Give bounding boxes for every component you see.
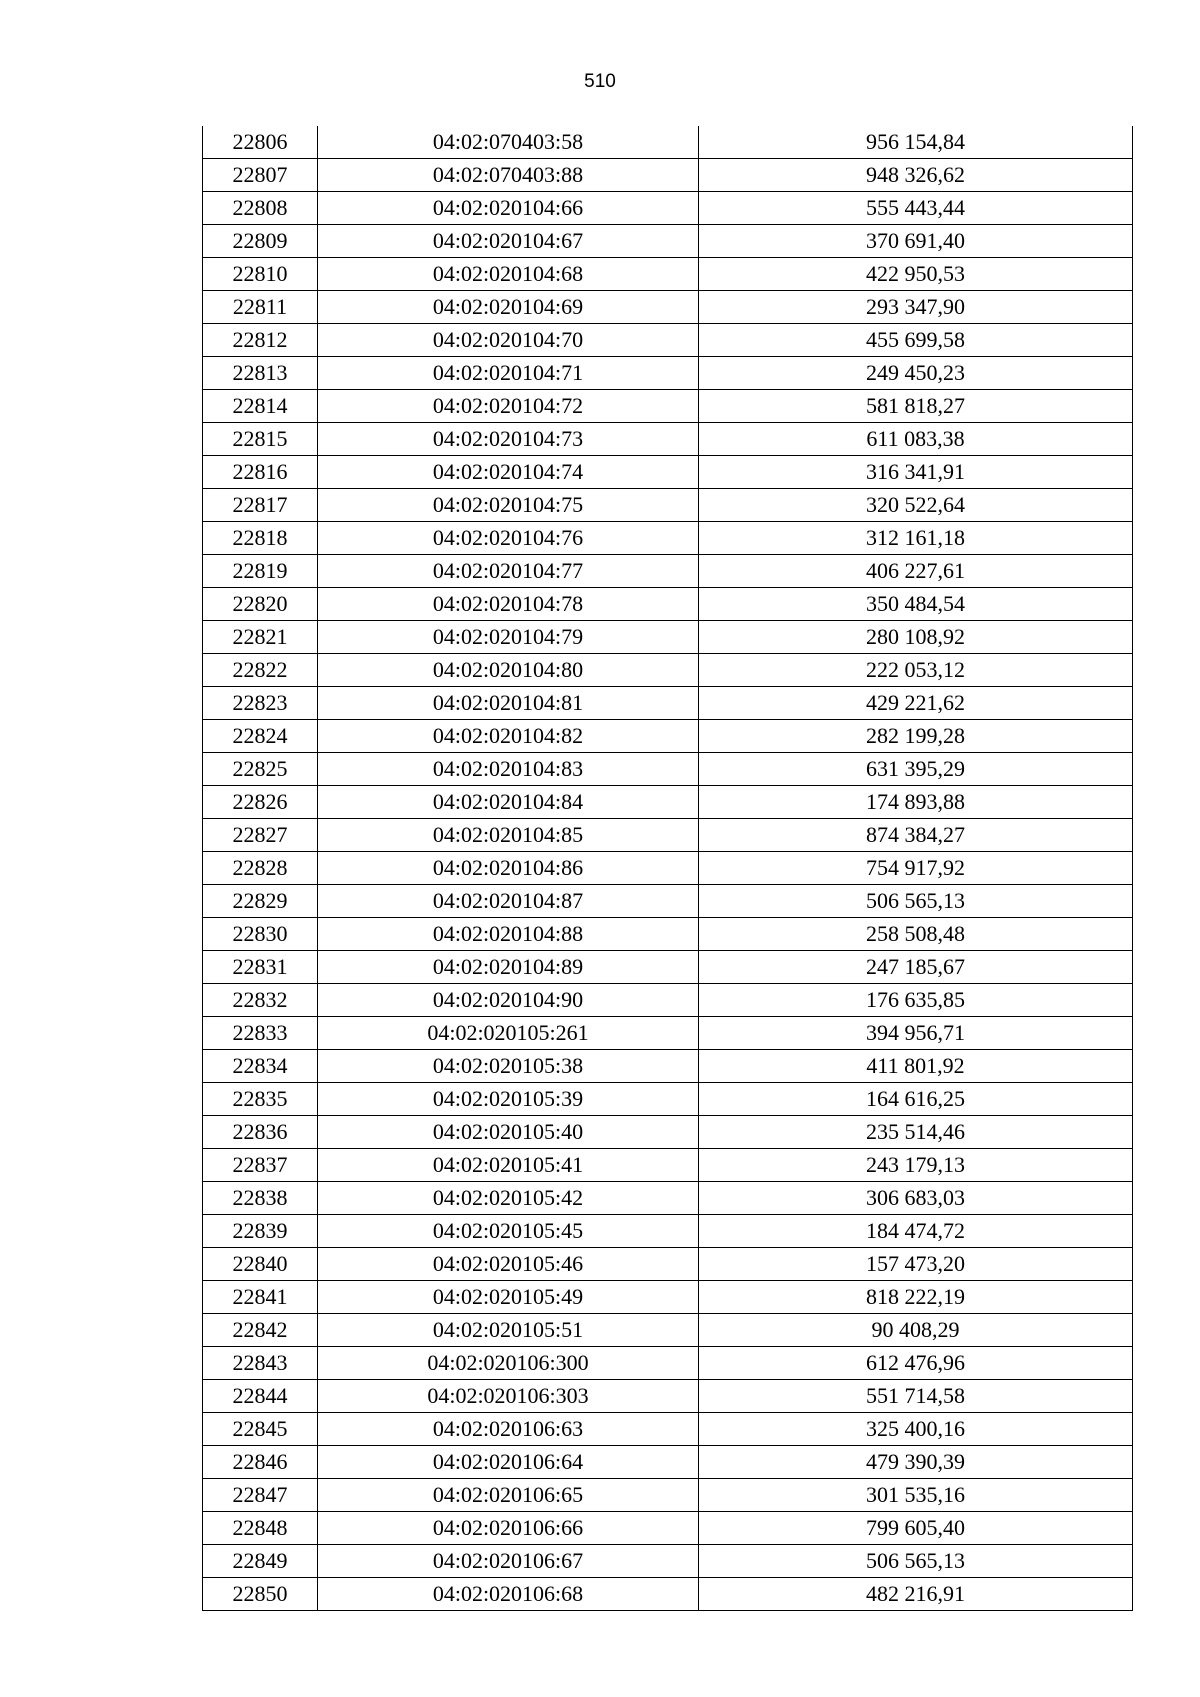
cadastral-number-cell: 04:02:020105:41 [318, 1149, 699, 1182]
row-number-cell: 22827 [203, 819, 318, 852]
table-row [203, 489, 1133, 522]
cadastral-value-cell: 312 161,18 [699, 522, 1133, 555]
cadastral-value-cell: 874 384,27 [699, 819, 1133, 852]
row-number-cell: 22807 [203, 159, 318, 192]
cadastral-value-cell: 411 801,92 [699, 1050, 1133, 1083]
cadastral-number-cell: 04:02:020104:90 [318, 984, 699, 1017]
cadastral-value-cell: 956 154,84 [699, 126, 1133, 159]
row-number-cell: 22806 [203, 126, 318, 159]
cadastral-number-cell: 04:02:020105:42 [318, 1182, 699, 1215]
cadastral-value-cell: 320 522,64 [699, 489, 1133, 522]
row-number-cell: 22836 [203, 1116, 318, 1149]
table-row [203, 720, 1133, 753]
cadastral-value-cell: 818 222,19 [699, 1281, 1133, 1314]
cadastral-value-cell: 90 408,29 [699, 1314, 1133, 1347]
cadastral-value-cell: 479 390,39 [699, 1446, 1133, 1479]
cadastral-value-cell: 176 635,85 [699, 984, 1133, 1017]
table-row [203, 1149, 1133, 1182]
table-row [203, 456, 1133, 489]
table-row [203, 258, 1133, 291]
table-row [203, 918, 1133, 951]
table-row [203, 1512, 1133, 1545]
cadastral-value-cell: 293 347,90 [699, 291, 1133, 324]
cadastral-number-cell: 04:02:020106:303 [318, 1380, 699, 1413]
cadastral-number-cell: 04:02:020104:83 [318, 753, 699, 786]
cadastral-number-cell: 04:02:020104:71 [318, 357, 699, 390]
cadastral-number-cell: 04:02:020104:73 [318, 423, 699, 456]
cadastral-number-cell: 04:02:020104:76 [318, 522, 699, 555]
row-number-cell: 22846 [203, 1446, 318, 1479]
cadastral-value-cell: 581 818,27 [699, 390, 1133, 423]
table-row [203, 1116, 1133, 1149]
cadastral-number-cell: 04:02:020105:46 [318, 1248, 699, 1281]
cadastral-value-cell: 157 473,20 [699, 1248, 1133, 1281]
table-row [203, 588, 1133, 621]
cadastral-value-cell: 222 053,12 [699, 654, 1133, 687]
cadastral-value-cell: 506 565,13 [699, 885, 1133, 918]
row-number-cell: 22829 [203, 885, 318, 918]
table-row [203, 159, 1133, 192]
table-row [203, 786, 1133, 819]
cadastral-value-cell: 306 683,03 [699, 1182, 1133, 1215]
table-row [203, 192, 1133, 225]
cadastral-value-cell: 258 508,48 [699, 918, 1133, 951]
cadastral-number-cell: 04:02:020104:74 [318, 456, 699, 489]
row-number-cell: 22844 [203, 1380, 318, 1413]
row-number-cell: 22820 [203, 588, 318, 621]
cadastral-value-cell: 249 450,23 [699, 357, 1133, 390]
cadastral-number-cell: 04:02:020105:51 [318, 1314, 699, 1347]
cadastral-value-cell: 948 326,62 [699, 159, 1133, 192]
cadastral-number-cell: 04:02:020104:66 [318, 192, 699, 225]
table-row [203, 852, 1133, 885]
cadastral-number-cell: 04:02:020104:86 [318, 852, 699, 885]
table-row [203, 1215, 1133, 1248]
cadastral-number-cell: 04:02:020106:67 [318, 1545, 699, 1578]
row-number-cell: 22830 [203, 918, 318, 951]
row-number-cell: 22850 [203, 1578, 318, 1611]
cadastral-number-cell: 04:02:020105:49 [318, 1281, 699, 1314]
cadastral-number-cell: 04:02:020104:67 [318, 225, 699, 258]
cadastral-number-cell: 04:02:020104:68 [318, 258, 699, 291]
cadastral-number-cell: 04:02:020104:84 [318, 786, 699, 819]
table-row [203, 885, 1133, 918]
table-row [203, 819, 1133, 852]
cadastral-number-cell: 04:02:020104:78 [318, 588, 699, 621]
cadastral-table-container [202, 126, 1133, 1611]
cadastral-value-cell: 316 341,91 [699, 456, 1133, 489]
table-row [203, 1578, 1133, 1611]
row-number-cell: 22828 [203, 852, 318, 885]
table-row [203, 1083, 1133, 1116]
cadastral-number-cell: 04:02:020104:87 [318, 885, 699, 918]
row-number-cell: 22826 [203, 786, 318, 819]
cadastral-number-cell: 04:02:020106:65 [318, 1479, 699, 1512]
cadastral-value-cell: 422 950,53 [699, 258, 1133, 291]
cadastral-value-cell: 235 514,46 [699, 1116, 1133, 1149]
table-row [203, 654, 1133, 687]
cadastral-number-cell: 04:02:020106:66 [318, 1512, 699, 1545]
row-number-cell: 22833 [203, 1017, 318, 1050]
row-number-cell: 22848 [203, 1512, 318, 1545]
cadastral-number-cell: 04:02:020104:69 [318, 291, 699, 324]
row-number-cell: 22845 [203, 1413, 318, 1446]
cadastral-number-cell: 04:02:020106:68 [318, 1578, 699, 1611]
cadastral-number-cell: 04:02:020104:88 [318, 918, 699, 951]
table-row [203, 1017, 1133, 1050]
cadastral-value-cell: 429 221,62 [699, 687, 1133, 720]
table-row [203, 225, 1133, 258]
cadastral-number-cell: 04:02:020105:261 [318, 1017, 699, 1050]
row-number-cell: 22808 [203, 192, 318, 225]
row-number-cell: 22811 [203, 291, 318, 324]
row-number-cell: 22823 [203, 687, 318, 720]
table-row [203, 1182, 1133, 1215]
table-row [203, 687, 1133, 720]
table-row [203, 951, 1133, 984]
cadastral-value-cell: 280 108,92 [699, 621, 1133, 654]
cadastral-number-cell: 04:02:020104:81 [318, 687, 699, 720]
table-row [203, 1050, 1133, 1083]
table-row [203, 390, 1133, 423]
row-number-cell: 22840 [203, 1248, 318, 1281]
cadastral-number-cell: 04:02:020104:85 [318, 819, 699, 852]
cadastral-number-cell: 04:02:020104:75 [318, 489, 699, 522]
cadastral-value-cell: 301 535,16 [699, 1479, 1133, 1512]
row-number-cell: 22812 [203, 324, 318, 357]
table-row [203, 1248, 1133, 1281]
table-row [203, 1314, 1133, 1347]
row-number-cell: 22825 [203, 753, 318, 786]
cadastral-value-cell: 612 476,96 [699, 1347, 1133, 1380]
table-row [203, 753, 1133, 786]
cadastral-value-cell: 799 605,40 [699, 1512, 1133, 1545]
table-row [203, 1380, 1133, 1413]
row-number-cell: 22832 [203, 984, 318, 1017]
row-number-cell: 22842 [203, 1314, 318, 1347]
row-number-cell: 22837 [203, 1149, 318, 1182]
row-number-cell: 22824 [203, 720, 318, 753]
table-row [203, 984, 1133, 1017]
cadastral-value-cell: 282 199,28 [699, 720, 1133, 753]
cadastral-value-cell: 394 956,71 [699, 1017, 1133, 1050]
cadastral-value-cell: 184 474,72 [699, 1215, 1133, 1248]
cadastral-value-cell: 611 083,38 [699, 423, 1133, 456]
table-body [203, 126, 1133, 1611]
cadastral-value-cell: 174 893,88 [699, 786, 1133, 819]
row-number-cell: 22818 [203, 522, 318, 555]
cadastral-value-cell: 482 216,91 [699, 1578, 1133, 1611]
table-row [203, 423, 1133, 456]
cadastral-value-cell: 243 179,13 [699, 1149, 1133, 1182]
cadastral-number-cell: 04:02:020106:63 [318, 1413, 699, 1446]
table-row [203, 324, 1133, 357]
row-number-cell: 22831 [203, 951, 318, 984]
cadastral-number-cell: 04:02:020106:300 [318, 1347, 699, 1380]
cadastral-number-cell: 04:02:020104:79 [318, 621, 699, 654]
row-number-cell: 22822 [203, 654, 318, 687]
row-number-cell: 22809 [203, 225, 318, 258]
table-row [203, 621, 1133, 654]
table-row [203, 291, 1133, 324]
cadastral-value-cell: 164 616,25 [699, 1083, 1133, 1116]
cadastral-number-cell: 04:02:020105:38 [318, 1050, 699, 1083]
row-number-cell: 22835 [203, 1083, 318, 1116]
table-row [203, 1545, 1133, 1578]
cadastral-value-cell: 551 714,58 [699, 1380, 1133, 1413]
row-number-cell: 22838 [203, 1182, 318, 1215]
row-number-cell: 22821 [203, 621, 318, 654]
cadastral-number-cell: 04:02:020104:89 [318, 951, 699, 984]
cadastral-value-cell: 247 185,67 [699, 951, 1133, 984]
cadastral-value-cell: 455 699,58 [699, 324, 1133, 357]
table-row [203, 522, 1133, 555]
table-row [203, 1413, 1133, 1446]
cadastral-value-cell: 631 395,29 [699, 753, 1133, 786]
row-number-cell: 22841 [203, 1281, 318, 1314]
table-row [203, 126, 1133, 159]
cadastral-number-cell: 04:02:020105:40 [318, 1116, 699, 1149]
row-number-cell: 22815 [203, 423, 318, 456]
row-number-cell: 22847 [203, 1479, 318, 1512]
cadastral-number-cell: 04:02:020104:70 [318, 324, 699, 357]
cadastral-number-cell: 04:02:020106:64 [318, 1446, 699, 1479]
cadastral-value-cell: 555 443,44 [699, 192, 1133, 225]
cadastral-number-cell: 04:02:070403:88 [318, 159, 699, 192]
cadastral-value-cell: 370 691,40 [699, 225, 1133, 258]
table-row [203, 1281, 1133, 1314]
cadastral-number-cell: 04:02:020104:72 [318, 390, 699, 423]
cadastral-value-cell: 506 565,13 [699, 1545, 1133, 1578]
table-row [203, 555, 1133, 588]
cadastral-value-cell: 350 484,54 [699, 588, 1133, 621]
cadastral-number-cell: 04:02:020104:77 [318, 555, 699, 588]
row-number-cell: 22813 [203, 357, 318, 390]
cadastral-number-cell: 04:02:020104:80 [318, 654, 699, 687]
row-number-cell: 22817 [203, 489, 318, 522]
row-number-cell: 22843 [203, 1347, 318, 1380]
cadastral-number-cell: 04:02:070403:58 [318, 126, 699, 159]
page-number: 510 [584, 71, 616, 92]
row-number-cell: 22814 [203, 390, 318, 423]
table-row [203, 357, 1133, 390]
row-number-cell: 22834 [203, 1050, 318, 1083]
table-row [203, 1446, 1133, 1479]
row-number-cell: 22816 [203, 456, 318, 489]
row-number-cell: 22819 [203, 555, 318, 588]
row-number-cell: 22849 [203, 1545, 318, 1578]
table-row [203, 1479, 1133, 1512]
cadastral-number-cell: 04:02:020104:82 [318, 720, 699, 753]
row-number-cell: 22839 [203, 1215, 318, 1248]
cadastral-value-cell: 754 917,92 [699, 852, 1133, 885]
table-row [203, 1347, 1133, 1380]
cadastral-value-cell: 406 227,61 [699, 555, 1133, 588]
cadastral-number-cell: 04:02:020105:39 [318, 1083, 699, 1116]
cadastral-value-cell: 325 400,16 [699, 1413, 1133, 1446]
cadastral-value-table [202, 126, 1133, 1611]
row-number-cell: 22810 [203, 258, 318, 291]
cadastral-number-cell: 04:02:020105:45 [318, 1215, 699, 1248]
